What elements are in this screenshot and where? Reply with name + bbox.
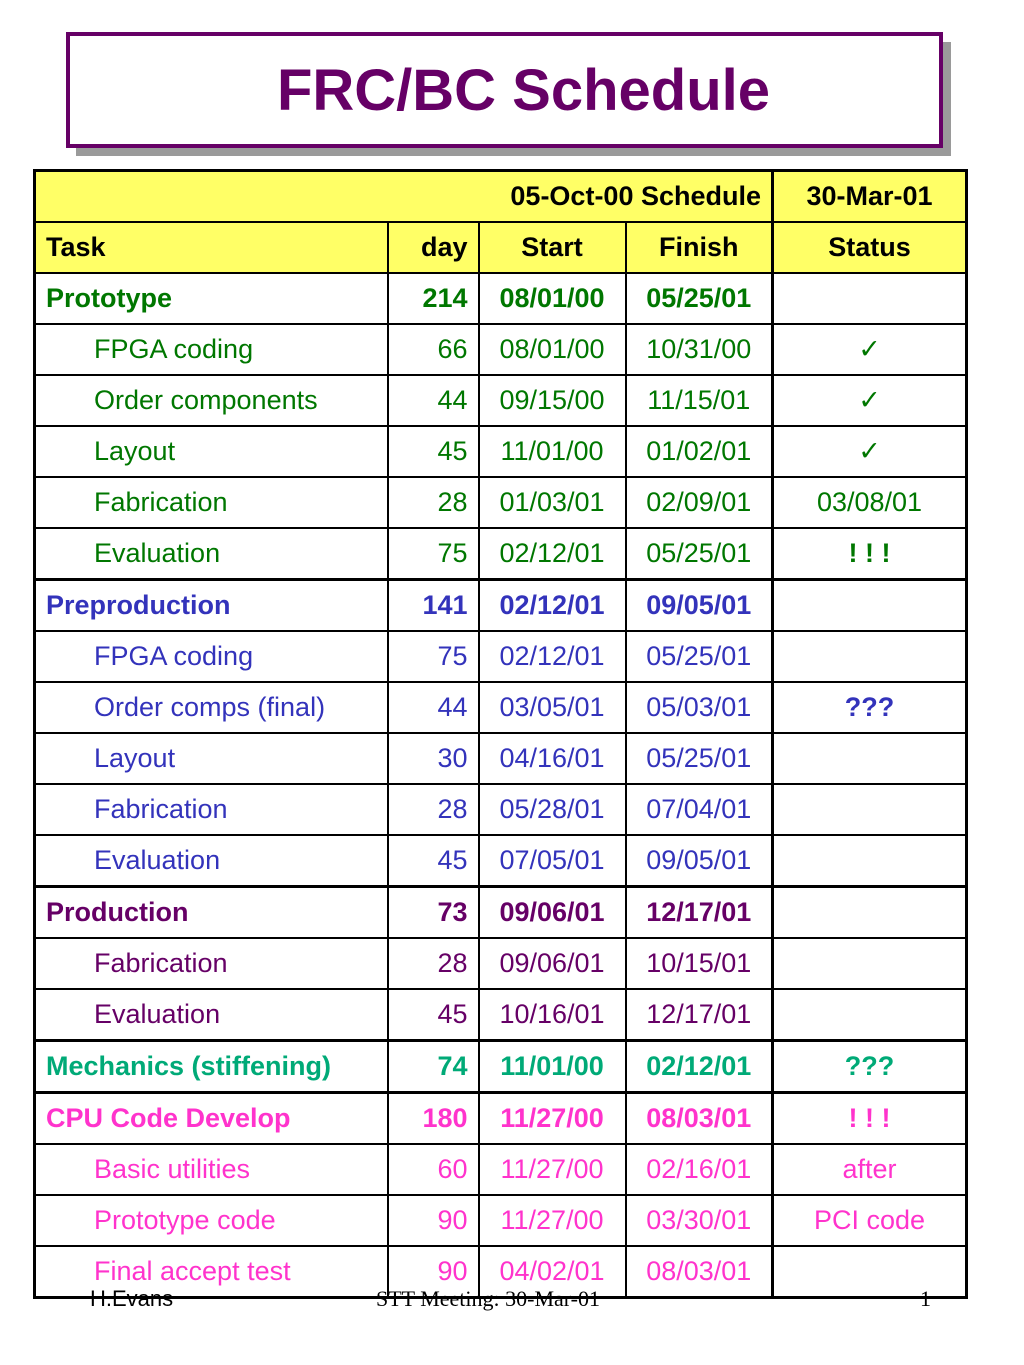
start-date-cell: 09/06/01 <box>479 938 626 989</box>
finish-date-cell: 09/05/01 <box>626 835 773 887</box>
finish-date-cell: 12/17/01 <box>626 887 773 939</box>
status-cell: 03/08/01 <box>773 477 967 528</box>
start-date-cell: 04/02/01 <box>479 1246 626 1298</box>
start-date-cell: 02/12/01 <box>479 631 626 682</box>
status-cell: ??? <box>773 682 967 733</box>
day-cell: 60 <box>388 1144 479 1195</box>
task-cell: CPU Code Develop <box>35 1093 388 1145</box>
finish-date-cell: 08/03/01 <box>626 1246 773 1298</box>
status-cell <box>773 1246 967 1298</box>
finish-date-cell: 02/09/01 <box>626 477 773 528</box>
status-cell <box>773 989 967 1041</box>
status-cell: PCI code <box>773 1195 967 1246</box>
task-cell: Prototype code <box>35 1195 388 1246</box>
finish-date-cell: 03/30/01 <box>626 1195 773 1246</box>
start-date-cell: 11/27/00 <box>479 1144 626 1195</box>
day-cell: 180 <box>388 1093 479 1145</box>
finish-date-cell: 02/12/01 <box>626 1041 773 1093</box>
finish-date-cell: 12/17/01 <box>626 989 773 1041</box>
table-row <box>35 273 967 324</box>
start-date-cell: 11/27/00 <box>479 1195 626 1246</box>
finish-date-cell: 10/15/01 <box>626 938 773 989</box>
table-row <box>35 835 967 887</box>
col-header-day: day <box>388 222 479 273</box>
status-cell <box>773 733 967 784</box>
day-cell: 74 <box>388 1041 479 1093</box>
footer-meeting: STT Meeting: 30-Mar-01 <box>376 1286 601 1311</box>
table-row <box>35 631 967 682</box>
start-date-cell: 09/15/00 <box>479 375 626 426</box>
task-cell: Evaluation <box>35 989 388 1041</box>
title-box <box>66 32 943 148</box>
task-cell: Order components <box>35 375 388 426</box>
start-date-cell: 11/27/00 <box>479 1093 626 1145</box>
footer-author: H.Evans <box>90 1286 174 1311</box>
task-cell: FPGA coding <box>35 324 388 375</box>
task-cell: Evaluation <box>35 835 388 887</box>
start-date-cell: 11/01/00 <box>479 426 626 477</box>
header-row-columns <box>35 222 967 273</box>
footer-page-number: 1 <box>920 1286 931 1311</box>
table-row <box>35 528 967 580</box>
status-cell: ✓ <box>773 375 967 426</box>
day-cell: 73 <box>388 887 479 939</box>
table-row <box>35 426 967 477</box>
start-date-cell: 04/16/01 <box>479 733 626 784</box>
finish-date-cell: 02/16/01 <box>626 1144 773 1195</box>
status-cell: ! ! ! <box>773 528 967 580</box>
start-date-cell: 02/12/01 <box>479 528 626 580</box>
task-cell: Production <box>35 887 388 939</box>
start-date-cell: 05/28/01 <box>479 784 626 835</box>
status-cell <box>773 273 967 324</box>
status-cell: after <box>773 1144 967 1195</box>
col-header-start: Start <box>479 222 626 273</box>
table-row <box>35 580 967 632</box>
table-row <box>35 477 967 528</box>
task-cell: FPGA coding <box>35 631 388 682</box>
day-cell: 44 <box>388 375 479 426</box>
day-cell: 28 <box>388 477 479 528</box>
finish-date-cell: 05/03/01 <box>626 682 773 733</box>
start-date-cell: 07/05/01 <box>479 835 626 887</box>
day-cell: 75 <box>388 528 479 580</box>
table-row <box>35 324 967 375</box>
finish-date-cell: 08/03/01 <box>626 1093 773 1145</box>
schedule-label: 05-Oct-00 Schedule <box>35 171 773 223</box>
task-cell: Basic utilities <box>35 1144 388 1195</box>
status-cell <box>773 938 967 989</box>
task-cell: Layout <box>35 426 388 477</box>
task-cell: Preproduction <box>35 580 388 632</box>
table-row <box>35 887 967 939</box>
col-header-task: Task <box>35 222 388 273</box>
finish-date-cell: 07/04/01 <box>626 784 773 835</box>
start-date-cell: 08/01/00 <box>479 324 626 375</box>
status-cell: ✓ <box>773 324 967 375</box>
status-cell <box>773 784 967 835</box>
finish-date-cell: 01/02/01 <box>626 426 773 477</box>
start-date-cell: 02/12/01 <box>479 580 626 632</box>
table-row <box>35 938 967 989</box>
table-row <box>35 682 967 733</box>
task-cell: Fabrication <box>35 784 388 835</box>
status-date: 30-Mar-01 <box>773 171 967 223</box>
table-row <box>35 784 967 835</box>
day-cell: 90 <box>388 1246 479 1298</box>
table-row <box>35 733 967 784</box>
finish-date-cell: 05/25/01 <box>626 273 773 324</box>
day-cell: 44 <box>388 682 479 733</box>
table-row <box>35 1144 967 1195</box>
status-cell <box>773 580 967 632</box>
header-row-schedule <box>35 171 967 223</box>
status-cell: ✓ <box>773 426 967 477</box>
day-cell: 45 <box>388 835 479 887</box>
table-row <box>35 1195 967 1246</box>
start-date-cell: 09/06/01 <box>479 887 626 939</box>
task-cell: Prototype <box>35 273 388 324</box>
start-date-cell: 01/03/01 <box>479 477 626 528</box>
task-cell: Fabrication <box>35 477 388 528</box>
status-cell: ??? <box>773 1041 967 1093</box>
task-cell: Evaluation <box>35 528 388 580</box>
day-cell: 45 <box>388 426 479 477</box>
page-title: FRC/BC Schedule <box>276 57 771 123</box>
table-row <box>35 989 967 1041</box>
day-cell: 45 <box>388 989 479 1041</box>
day-cell: 75 <box>388 631 479 682</box>
table-row <box>35 1041 967 1093</box>
status-cell <box>773 835 967 887</box>
day-cell: 90 <box>388 1195 479 1246</box>
day-cell: 141 <box>388 580 479 632</box>
start-date-cell: 08/01/00 <box>479 273 626 324</box>
start-date-cell: 03/05/01 <box>479 682 626 733</box>
finish-date-cell: 05/25/01 <box>626 528 773 580</box>
schedule-table <box>33 169 968 1299</box>
day-cell: 214 <box>388 273 479 324</box>
col-header-finish: Finish <box>626 222 773 273</box>
day-cell: 30 <box>388 733 479 784</box>
task-cell: Mechanics (stiffening) <box>35 1041 388 1093</box>
start-date-cell: 10/16/01 <box>479 989 626 1041</box>
col-header-status: Status <box>773 222 967 273</box>
day-cell: 28 <box>388 938 479 989</box>
start-date-cell: 11/01/00 <box>479 1041 626 1093</box>
finish-date-cell: 09/05/01 <box>626 580 773 632</box>
finish-date-cell: 05/25/01 <box>626 631 773 682</box>
finish-date-cell: 11/15/01 <box>626 375 773 426</box>
day-cell: 66 <box>388 324 479 375</box>
status-cell <box>773 887 967 939</box>
task-cell: Final accept test <box>35 1246 388 1298</box>
table-row <box>35 1093 967 1145</box>
finish-date-cell: 10/31/00 <box>626 324 773 375</box>
table-row <box>35 375 967 426</box>
status-cell <box>773 631 967 682</box>
task-cell: Fabrication <box>35 938 388 989</box>
status-cell: ! ! ! <box>773 1093 967 1145</box>
finish-date-cell: 05/25/01 <box>626 733 773 784</box>
day-cell: 28 <box>388 784 479 835</box>
task-cell: Layout <box>35 733 388 784</box>
task-cell: Order comps (final) <box>35 682 388 733</box>
